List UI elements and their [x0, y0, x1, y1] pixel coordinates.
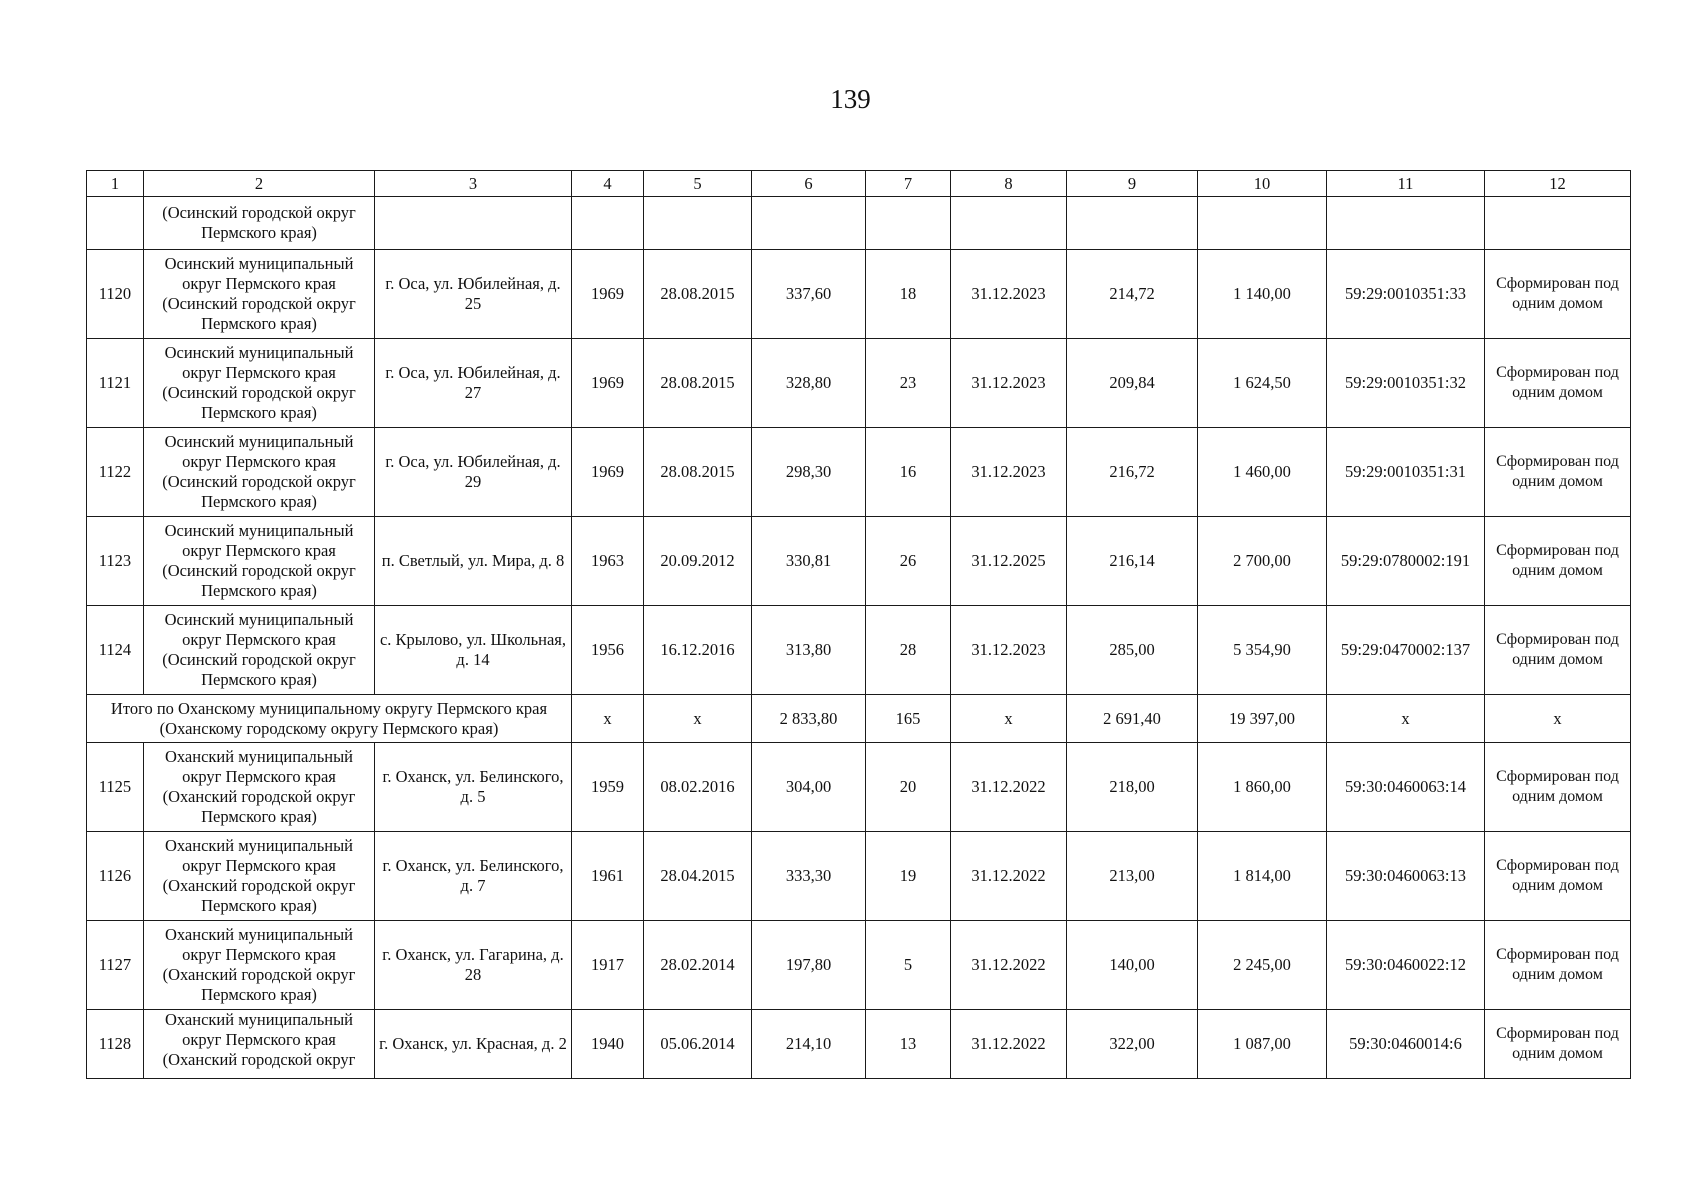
column-number: 5: [644, 171, 752, 197]
address-cell: п. Светлый, ул. Мира, д. 8: [375, 517, 572, 606]
residents-cell: 16: [866, 428, 951, 517]
column-number: 2: [144, 171, 375, 197]
address-cell: г. Оса, ул. Юбилейная, д. 29: [375, 428, 572, 517]
cadastral-cell: 59:30:0460063:14: [1327, 743, 1485, 832]
area-cell: 328,80: [752, 339, 866, 428]
total-col8: х: [951, 695, 1067, 743]
col10-cell: 1 460,00: [1198, 428, 1327, 517]
table-row: [87, 1010, 1631, 1079]
total-col7: 165: [866, 695, 951, 743]
cadastral-cell: 59:29:0780002:191: [1327, 517, 1485, 606]
address-cell: г. Оханск, ул. Гагарина, д. 28: [375, 921, 572, 1010]
year-cell: 1956: [572, 606, 644, 695]
area-cell: 214,10: [752, 1010, 866, 1079]
residents-cell: 5: [866, 921, 951, 1010]
deadline-cell: 31.12.2022: [951, 1010, 1067, 1079]
date-cell: 20.09.2012: [644, 517, 752, 606]
status-cell: Сформирован под одним домом: [1485, 250, 1631, 339]
column-number: 8: [951, 171, 1067, 197]
table-row: [87, 606, 1631, 695]
col10-cell: 2 700,00: [1198, 517, 1327, 606]
row-number: 1128: [87, 1010, 144, 1079]
municipality-cell: Осинский муниципальный округ Пермского края (Осинский городской округ Пермского края): [144, 428, 375, 517]
col9-cell: 285,00: [1067, 606, 1198, 695]
cadastral-cell: 59:29:0010351:31: [1327, 428, 1485, 517]
status-cell: Сформирован под одним домом: [1485, 743, 1631, 832]
row-number: 1123: [87, 517, 144, 606]
residents-cell: 26: [866, 517, 951, 606]
column-number: 4: [572, 171, 644, 197]
residents-cell: 23: [866, 339, 951, 428]
area-cell: 337,60: [752, 250, 866, 339]
address-cell: г. Оханск, ул. Красная, д. 2: [375, 1010, 572, 1079]
column-number: 12: [1485, 171, 1631, 197]
year-cell: 1961: [572, 832, 644, 921]
deadline-cell: 31.12.2023: [951, 606, 1067, 695]
cadastral-cell: 59:30:0460014:6: [1327, 1010, 1485, 1079]
table-row: [87, 428, 1631, 517]
col9-cell: 322,00: [1067, 1010, 1198, 1079]
col9-cell: 140,00: [1067, 921, 1198, 1010]
residents-cell: 19: [866, 832, 951, 921]
address-cell: с. Крылово, ул. Школьная, д. 14: [375, 606, 572, 695]
column-number: 1: [87, 171, 144, 197]
col9-cell: 209,84: [1067, 339, 1198, 428]
row-number: 1127: [87, 921, 144, 1010]
area-cell: 333,30: [752, 832, 866, 921]
total-col12: х: [1485, 695, 1631, 743]
status-cell: Сформирован под одним домом: [1485, 832, 1631, 921]
col9-cell: 216,14: [1067, 517, 1198, 606]
year-cell: 1969: [572, 428, 644, 517]
cadastral-cell: 59:30:0460022:12: [1327, 921, 1485, 1010]
table-row: [87, 921, 1631, 1010]
column-number: 3: [375, 171, 572, 197]
col9-cell: 214,72: [1067, 250, 1198, 339]
cadastral-cell: 59:29:0470002:137: [1327, 606, 1485, 695]
municipality-cell: Оханский муниципальный округ Пермского края (Оханский городской округ: [144, 1010, 375, 1079]
column-number: 9: [1067, 171, 1198, 197]
page-number: 139: [830, 84, 871, 114]
housing-registry-table: [86, 170, 1631, 1079]
municipality-cell: Осинский муниципальный округ Пермского края (Осинский городской округ Пермского края): [144, 339, 375, 428]
year-cell: 1969: [572, 339, 644, 428]
column-number: 10: [1198, 171, 1327, 197]
col10-cell: 1 624,50: [1198, 339, 1327, 428]
municipality-cell: Осинский муниципальный округ Пермского края (Осинский городской округ Пермского края): [144, 250, 375, 339]
table-row: [87, 339, 1631, 428]
cadastral-cell: 59:29:0010351:33: [1327, 250, 1485, 339]
date-cell: 05.06.2014: [644, 1010, 752, 1079]
col10-cell: 2 245,00: [1198, 921, 1327, 1010]
address-cell: г. Оханск, ул. Белинского, д. 7: [375, 832, 572, 921]
total-label: Итого по Оханскому муниципальному округу Пермского края (Оханскому городскому округу Пермского края): [87, 695, 572, 743]
deadline-cell: 31.12.2022: [951, 832, 1067, 921]
status-cell: Сформирован под одним домом: [1485, 517, 1631, 606]
column-number: 11: [1327, 171, 1485, 197]
residents-cell: 28: [866, 606, 951, 695]
municipality-cell: Оханский муниципальный округ Пермского края (Оханский городской округ Пермского края): [144, 743, 375, 832]
col9-cell: 216,72: [1067, 428, 1198, 517]
col10-cell: 1 087,00: [1198, 1010, 1327, 1079]
date-cell: 16.12.2016: [644, 606, 752, 695]
deadline-cell: 31.12.2023: [951, 250, 1067, 339]
col10-cell: 5 354,90: [1198, 606, 1327, 695]
column-number: 7: [866, 171, 951, 197]
area-cell: 298,30: [752, 428, 866, 517]
residents-cell: 13: [866, 1010, 951, 1079]
year-cell: 1969: [572, 250, 644, 339]
total-col11: х: [1327, 695, 1485, 743]
deadline-cell: 31.12.2022: [951, 743, 1067, 832]
col10-cell: 1 140,00: [1198, 250, 1327, 339]
row-number: 1120: [87, 250, 144, 339]
table-row: [87, 517, 1631, 606]
date-cell: 08.02.2016: [644, 743, 752, 832]
address-cell: г. Оса, ул. Юбилейная, д. 25: [375, 250, 572, 339]
residents-cell: 20: [866, 743, 951, 832]
area-cell: 304,00: [752, 743, 866, 832]
date-cell: 28.08.2015: [644, 428, 752, 517]
status-cell: Сформирован под одним домом: [1485, 921, 1631, 1010]
address-cell: г. Оса, ул. Юбилейная, д. 27: [375, 339, 572, 428]
deadline-cell: 31.12.2025: [951, 517, 1067, 606]
status-cell: Сформирован под одним домом: [1485, 428, 1631, 517]
date-cell: 28.04.2015: [644, 832, 752, 921]
municipality-cell: Осинский муниципальный округ Пермского края (Осинский городской округ Пермского края): [144, 517, 375, 606]
status-cell: Сформирован под одним домом: [1485, 606, 1631, 695]
col9-cell: 213,00: [1067, 832, 1198, 921]
row-number: 1126: [87, 832, 144, 921]
row-number: 1124: [87, 606, 144, 695]
col9-cell: 218,00: [1067, 743, 1198, 832]
date-cell: 28.08.2015: [644, 339, 752, 428]
total-col5: х: [644, 695, 752, 743]
column-number-row: [87, 171, 1631, 197]
date-cell: 28.02.2014: [644, 921, 752, 1010]
row-number: 1122: [87, 428, 144, 517]
total-col9: 2 691,40: [1067, 695, 1198, 743]
total-col4: х: [572, 695, 644, 743]
municipality-cell: Осинский муниципальный округ Пермского края (Осинский городской округ Пермского края): [144, 606, 375, 695]
status-cell: Сформирован под одним домом: [1485, 1010, 1631, 1079]
address-cell: г. Оханск, ул. Белинского, д. 5: [375, 743, 572, 832]
deadline-cell: 31.12.2023: [951, 339, 1067, 428]
deadline-cell: 31.12.2023: [951, 428, 1067, 517]
area-cell: 197,80: [752, 921, 866, 1010]
total-row: [87, 695, 1631, 743]
cadastral-cell: 59:29:0010351:32: [1327, 339, 1485, 428]
residents-cell: 18: [866, 250, 951, 339]
continuation-row: [87, 197, 1631, 250]
table-row: [87, 832, 1631, 921]
row-number: 1121: [87, 339, 144, 428]
table-row: [87, 250, 1631, 339]
municipality-cell: Оханский муниципальный округ Пермского края (Оханский городской округ Пермского края): [144, 832, 375, 921]
year-cell: 1959: [572, 743, 644, 832]
year-cell: 1917: [572, 921, 644, 1010]
area-cell: 330,81: [752, 517, 866, 606]
continuation-text: (Осинский городской округ Пермского края): [144, 197, 375, 250]
col10-cell: 1 814,00: [1198, 832, 1327, 921]
status-cell: Сформирован под одним домом: [1485, 339, 1631, 428]
year-cell: 1963: [572, 517, 644, 606]
column-number: 6: [752, 171, 866, 197]
col10-cell: 1 860,00: [1198, 743, 1327, 832]
row-number: 1125: [87, 743, 144, 832]
total-col6: 2 833,80: [752, 695, 866, 743]
municipality-cell: Оханский муниципальный округ Пермского края (Оханский городской округ Пермского края): [144, 921, 375, 1010]
date-cell: 28.08.2015: [644, 250, 752, 339]
area-cell: 313,80: [752, 606, 866, 695]
cadastral-cell: 59:30:0460063:13: [1327, 832, 1485, 921]
total-col10: 19 397,00: [1198, 695, 1327, 743]
year-cell: 1940: [572, 1010, 644, 1079]
deadline-cell: 31.12.2022: [951, 921, 1067, 1010]
table-row: [87, 743, 1631, 832]
